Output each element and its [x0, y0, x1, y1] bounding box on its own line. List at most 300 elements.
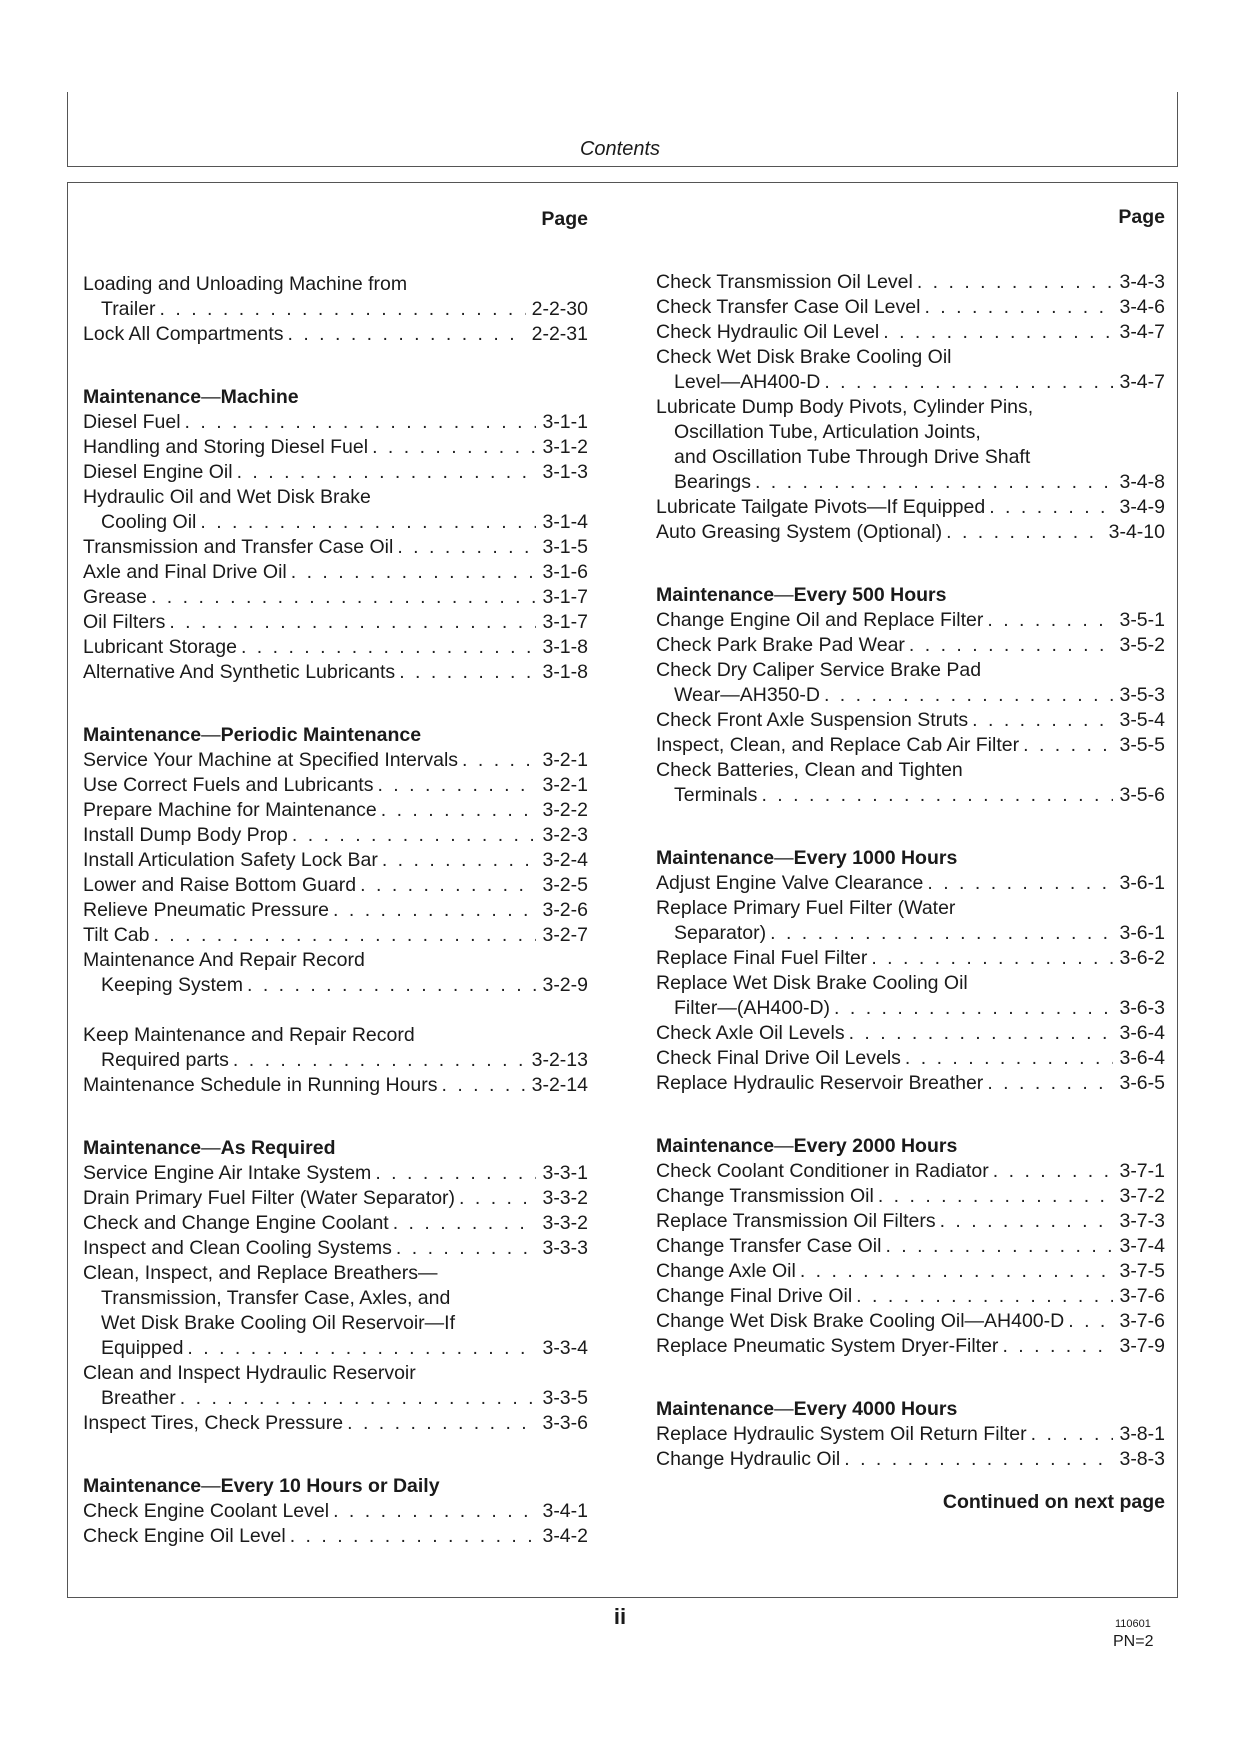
dot-leader — [233, 1048, 526, 1073]
entry-text: Drain Primary Fuel Filter (Water Separator) — [83, 1187, 456, 1209]
entry-page-number: 3-4-9 — [1119, 496, 1165, 518]
dot-leader — [187, 1336, 536, 1361]
entry-page-number: 3-2-1 — [542, 774, 588, 796]
dot-leader — [917, 270, 1114, 295]
entry-text: Wet Disk Brake Cooling Oil Reservoir—If — [101, 1312, 455, 1334]
entry-page-number: 3-3-5 — [542, 1387, 588, 1409]
entry-text: Oil Filters — [83, 611, 166, 633]
toc-entry[interactable] — [83, 272, 588, 322]
entry-text: Hydraulic Oil and Wet Disk Brake — [83, 486, 371, 508]
toc-entry[interactable] — [83, 460, 588, 485]
entry-last-line — [83, 1386, 588, 1411]
toc-entry[interactable] — [656, 395, 1165, 495]
dot-leader — [333, 1499, 536, 1524]
spacer — [656, 545, 1165, 583]
entry-last-line — [656, 946, 1165, 971]
entry-text: Lubricant Storage — [83, 636, 237, 658]
entry-last-line — [83, 1161, 588, 1186]
toc-entry[interactable] — [83, 773, 588, 798]
entry-text: Maintenance Schedule in Running Hours — [83, 1074, 438, 1096]
spacer — [83, 998, 588, 1023]
entry-text: Clean and Inspect Hydraulic Reservoir — [83, 1362, 416, 1384]
spacer — [656, 808, 1165, 846]
heading-suffix: Every 2000 Hours — [793, 1135, 958, 1157]
entry-last-line — [656, 470, 1165, 495]
dot-leader — [987, 608, 1113, 633]
toc-entry[interactable] — [83, 485, 588, 535]
toc-entry[interactable] — [656, 633, 1165, 658]
spacer — [656, 1359, 1165, 1397]
entry-page-number: 3-4-2 — [542, 1525, 588, 1547]
dot-leader — [360, 873, 536, 898]
dot-leader — [824, 370, 1113, 395]
entry-text: Check Park Brake Pad Wear — [656, 634, 905, 656]
entry-text: Replace Primary Fuel Filter (Water — [656, 897, 956, 919]
dot-leader — [909, 633, 1114, 658]
entry-last-line — [656, 996, 1165, 1021]
heading-prefix: Maintenance — [83, 1137, 202, 1159]
toc-entry[interactable] — [83, 1186, 588, 1211]
entry-page-number: 3-6-1 — [1119, 922, 1165, 944]
toc-entry[interactable] — [656, 295, 1165, 320]
entry-page-number: 3-5-1 — [1119, 609, 1165, 631]
entry-text: Auto Greasing System (Optional) — [656, 521, 943, 543]
heading-suffix: As Required — [220, 1137, 336, 1159]
dot-leader — [987, 1071, 1113, 1096]
entry-last-line — [656, 1447, 1165, 1472]
entry-last-line — [656, 871, 1165, 896]
entry-text: Terminals — [674, 784, 758, 806]
entry-last-line — [83, 1524, 588, 1549]
entry-last-line — [656, 1046, 1165, 1071]
entry-text: Maintenance And Repair Record — [83, 949, 365, 971]
toc-entry[interactable] — [656, 1259, 1165, 1284]
toc-entry[interactable] — [83, 560, 588, 585]
entry-page-number: 3-3-1 — [542, 1162, 588, 1184]
toc-entry[interactable] — [656, 1021, 1165, 1046]
dot-leader — [396, 1236, 537, 1261]
toc-entry[interactable] — [656, 758, 1165, 808]
entry-text: Level—AH400-D — [674, 371, 821, 393]
entry-text: Check Hydraulic Oil Level — [656, 321, 880, 343]
entry-text: Replace Hydraulic Reservoir Breather — [656, 1072, 984, 1094]
entry-text: Oscillation Tube, Articulation Joints, — [674, 421, 981, 443]
dot-leader — [291, 560, 537, 585]
entry-last-line — [656, 683, 1165, 708]
entry-last-line — [656, 320, 1165, 345]
toc-entry[interactable] — [83, 898, 588, 923]
entry-text: Check Engine Coolant Level — [83, 1500, 330, 1522]
spacer — [83, 1436, 588, 1474]
entry-page-number: 3-6-2 — [1119, 947, 1165, 969]
entry-page-number: 3-6-4 — [1119, 1022, 1165, 1044]
toc-entry[interactable] — [83, 1236, 588, 1261]
dot-leader — [333, 898, 536, 923]
entry-last-line — [656, 1284, 1165, 1309]
entry-page-number: 3-2-14 — [531, 1074, 588, 1096]
page-number: ii — [613, 1604, 627, 1629]
toc-entry[interactable] — [83, 923, 588, 948]
entry-text: Change Transfer Case Oil — [656, 1235, 882, 1257]
entry-text: Keep Maintenance and Repair Record — [83, 1024, 415, 1046]
dot-leader — [160, 297, 526, 322]
toc-entry[interactable] — [83, 848, 588, 873]
toc-entry[interactable] — [656, 345, 1165, 395]
entry-text: Change Final Drive Oil — [656, 1285, 853, 1307]
dot-leader — [927, 871, 1113, 896]
entry-text: Prepare Machine for Maintenance — [83, 799, 377, 821]
heading-prefix: Maintenance — [656, 1135, 775, 1157]
entry-page-number: 3-6-1 — [1119, 872, 1165, 894]
dot-leader — [169, 610, 536, 635]
section-title: Contents — [579, 138, 661, 160]
entry-text: Tilt Cab — [83, 924, 150, 946]
toc-entry[interactable] — [83, 610, 588, 635]
entry-page-number: 3-4-1 — [542, 1500, 588, 1522]
heading-prefix: Maintenance — [83, 1475, 202, 1497]
heading-prefix: Maintenance — [656, 1398, 775, 1420]
dot-leader — [185, 410, 537, 435]
continued-note: Continued on next page — [942, 1491, 1165, 1513]
entry-page-number: 3-4-7 — [1119, 371, 1165, 393]
entry-text: Diesel Engine Oil — [83, 461, 233, 483]
entry-text: Service Your Machine at Specified Intervals — [83, 749, 459, 771]
toc-entry[interactable] — [83, 1524, 588, 1549]
toc-entry[interactable] — [83, 873, 588, 898]
toc-entry[interactable] — [83, 1411, 588, 1436]
dot-leader — [844, 1447, 1113, 1472]
toc-section-heading — [83, 1474, 588, 1499]
toc-entry[interactable] — [656, 270, 1165, 295]
entry-page-number: 3-2-1 — [542, 749, 588, 771]
entry-page-number: 3-2-2 — [542, 799, 588, 821]
entry-last-line — [656, 495, 1165, 520]
toc-entry[interactable] — [83, 1499, 588, 1524]
entry-text: Change Transmission Oil — [656, 1185, 874, 1207]
entry-text: and Oscillation Tube Through Drive Shaft — [674, 446, 1031, 468]
entry-last-line — [656, 1209, 1165, 1234]
entry-last-line — [83, 560, 588, 585]
toc-entry[interactable] — [656, 871, 1165, 896]
entry-page-number: 3-7-4 — [1119, 1235, 1165, 1257]
entry-page-number: 3-1-8 — [542, 636, 588, 658]
entry-page-number: 3-3-6 — [542, 1412, 588, 1434]
entry-text: Change Wet Disk Brake Cooling Oil—AH400-D — [656, 1310, 1065, 1332]
toc-entry[interactable] — [656, 608, 1165, 633]
entry-text: Cooling Oil — [101, 511, 197, 533]
dot-leader — [834, 996, 1113, 1021]
toc-entry[interactable] — [656, 708, 1165, 733]
entry-text: Diesel Fuel — [83, 411, 181, 433]
dot-leader — [397, 535, 536, 560]
spacer — [83, 685, 588, 723]
toc-entry[interactable] — [656, 1447, 1165, 1472]
toc-entry[interactable] — [83, 410, 588, 435]
entry-page-number: 3-2-5 — [542, 874, 588, 896]
heading-suffix: Every 10 Hours or Daily — [220, 1475, 440, 1497]
entry-page-number: 3-7-9 — [1119, 1335, 1165, 1357]
toc-entry[interactable] — [656, 1184, 1165, 1209]
toc-section-heading — [83, 723, 588, 748]
entry-last-line — [656, 608, 1165, 633]
entry-page-number: 3-2-7 — [542, 924, 588, 946]
entry-page-number: 3-1-5 — [542, 536, 588, 558]
toc-entry[interactable] — [656, 1309, 1165, 1334]
toc-entry[interactable] — [83, 435, 588, 460]
page-column-label: Page — [1118, 206, 1165, 228]
toc-entry[interactable] — [656, 733, 1165, 758]
dot-leader — [372, 435, 536, 460]
entry-last-line — [83, 973, 588, 998]
dot-leader — [1002, 1334, 1113, 1359]
toc-entry[interactable] — [83, 585, 588, 610]
toc-entry[interactable] — [656, 1234, 1165, 1259]
entry-last-line — [83, 848, 588, 873]
entry-text: Check Axle Oil Levels — [656, 1022, 845, 1044]
toc-section-heading — [83, 1136, 588, 1161]
entry-text: Bearings — [674, 471, 751, 493]
entry-text: Change Hydraulic Oil — [656, 1448, 841, 1470]
dot-leader — [924, 295, 1113, 320]
dot-leader — [462, 748, 536, 773]
entry-text: Loading and Unloading Machine from — [83, 273, 408, 295]
entry-last-line — [83, 610, 588, 635]
entry-text: Replace Final Fuel Filter — [656, 947, 868, 969]
entry-text: Check Transfer Case Oil Level — [656, 296, 921, 318]
entry-page-number: 3-1-4 — [542, 511, 588, 533]
dot-leader — [180, 1386, 537, 1411]
toc-section-heading — [656, 1397, 1165, 1422]
entry-text: Handling and Storing Diesel Fuel — [83, 436, 369, 458]
entry-last-line — [656, 1071, 1165, 1096]
toc-entry[interactable] — [656, 320, 1165, 345]
entry-last-line — [656, 1184, 1165, 1209]
toc-entry[interactable] — [656, 1071, 1165, 1096]
toc-entry[interactable] — [83, 1023, 588, 1073]
dot-leader — [1023, 733, 1113, 758]
toc-entry[interactable] — [656, 1422, 1165, 1447]
entry-text: Check Dry Caliper Service Brake Pad — [656, 659, 982, 681]
toc-section-heading — [656, 583, 1165, 608]
entry-page-number: 3-8-3 — [1119, 1448, 1165, 1470]
entry-text: Inspect, Clean, and Replace Cab Air Filter — [656, 734, 1020, 756]
entry-page-number: 3-3-2 — [542, 1212, 588, 1234]
entry-text: Check Transmission Oil Level — [656, 271, 913, 293]
entry-text: Trailer — [101, 298, 156, 320]
entry-text: Check Wet Disk Brake Cooling Oil — [656, 346, 952, 368]
toc-entry[interactable] — [656, 1209, 1165, 1234]
spacer — [656, 1096, 1165, 1134]
dot-leader — [849, 1021, 1114, 1046]
toc-column-right — [656, 205, 1165, 1515]
heading-dash: — — [201, 1475, 221, 1497]
entry-text: Check Final Drive Oil Levels — [656, 1047, 901, 1069]
dot-leader — [824, 683, 1114, 708]
dot-leader — [459, 1186, 536, 1211]
entry-text: Change Axle Oil — [656, 1260, 796, 1282]
entry-page-number: 3-5-4 — [1119, 709, 1165, 731]
entry-text: Transmission and Transfer Case Oil — [83, 536, 394, 558]
heading-prefix: Maintenance — [656, 847, 775, 869]
entry-last-line — [656, 1309, 1165, 1334]
entry-last-line — [83, 798, 588, 823]
entry-text: Lower and Raise Bottom Guard — [83, 874, 357, 896]
toc-entry[interactable] — [83, 1211, 588, 1236]
toc-entry[interactable] — [656, 1159, 1165, 1184]
dot-leader — [878, 1184, 1114, 1209]
dot-leader — [885, 1234, 1113, 1259]
entry-page-number: 3-6-4 — [1119, 1047, 1165, 1069]
pn-number: PN=2 — [1113, 1633, 1154, 1650]
dot-leader — [399, 660, 536, 685]
dot-leader — [940, 1209, 1114, 1234]
toc-entry[interactable] — [83, 1361, 588, 1411]
entry-last-line — [656, 1422, 1165, 1447]
entry-page-number: 2-2-30 — [531, 298, 588, 320]
heading-prefix: Maintenance — [83, 386, 202, 408]
dot-leader — [382, 848, 537, 873]
entry-page-number: 3-1-7 — [542, 586, 588, 608]
dot-leader — [1068, 1309, 1113, 1334]
page-column-label: Page — [541, 208, 588, 230]
toc-entry[interactable] — [656, 1046, 1165, 1071]
dot-leader — [375, 1161, 536, 1186]
toc-section-heading — [656, 846, 1165, 871]
heading-suffix: Periodic Maintenance — [220, 724, 422, 746]
entry-text: Use Correct Fuels and Lubricants — [83, 774, 374, 796]
entry-page-number: 3-5-3 — [1119, 684, 1165, 706]
dot-leader — [856, 1284, 1113, 1309]
entry-text: Equipped — [101, 1337, 184, 1359]
entry-last-line — [656, 520, 1165, 545]
entry-page-number: 3-7-1 — [1119, 1160, 1165, 1182]
dot-leader — [247, 973, 536, 998]
dot-leader — [393, 1211, 537, 1236]
entry-text: Change Engine Oil and Replace Filter — [656, 609, 984, 631]
entry-text: Replace Hydraulic System Oil Return Filter — [656, 1423, 1027, 1445]
dot-leader — [800, 1259, 1114, 1284]
entry-last-line — [83, 1211, 588, 1236]
toc-entry[interactable] — [83, 1161, 588, 1186]
doc-code: 110601 — [1115, 1618, 1151, 1630]
toc-entry[interactable] — [83, 535, 588, 560]
entry-page-number: 3-2-9 — [542, 974, 588, 996]
entry-last-line — [656, 1259, 1165, 1284]
entry-last-line — [656, 270, 1165, 295]
toc-entry[interactable] — [83, 322, 588, 347]
entry-last-line — [83, 773, 588, 798]
entry-last-line — [83, 535, 588, 560]
entry-page-number: 3-4-3 — [1119, 271, 1165, 293]
dot-leader — [200, 510, 536, 535]
entry-text: Replace Transmission Oil Filters — [656, 1210, 936, 1232]
entry-page-number: 3-7-6 — [1119, 1310, 1165, 1332]
toc-entry[interactable] — [83, 1261, 588, 1361]
heading-prefix: Maintenance — [83, 724, 202, 746]
entry-page-number: 3-7-5 — [1119, 1260, 1165, 1282]
toc-entry[interactable] — [656, 495, 1165, 520]
dot-leader — [972, 708, 1113, 733]
toc-entry[interactable] — [83, 823, 588, 848]
entry-text: Breather — [101, 1387, 176, 1409]
toc-entry[interactable] — [83, 798, 588, 823]
spacer — [83, 1098, 588, 1136]
entry-page-number: 3-2-4 — [542, 849, 588, 871]
entry-text: Adjust Engine Valve Clearance — [656, 872, 924, 894]
entry-page-number: 3-1-2 — [542, 436, 588, 458]
entry-page-number: 3-4-8 — [1119, 471, 1165, 493]
entry-page-number: 3-1-7 — [542, 611, 588, 633]
entry-last-line — [656, 370, 1165, 395]
toc-entry[interactable] — [656, 946, 1165, 971]
entry-page-number: 3-6-3 — [1119, 997, 1165, 1019]
toc-entry[interactable] — [656, 520, 1165, 545]
entry-text: Install Articulation Safety Lock Bar — [83, 849, 378, 871]
entry-last-line — [83, 923, 588, 948]
toc-section-heading — [656, 1134, 1165, 1159]
entry-last-line — [656, 708, 1165, 733]
entry-page-number: 3-3-2 — [542, 1187, 588, 1209]
entry-text: Check Coolant Conditioner in Radiator — [656, 1160, 989, 1182]
entry-text: Check and Change Engine Coolant — [83, 1212, 389, 1234]
toc-entry[interactable] — [656, 971, 1165, 1021]
entry-text: Check Engine Oil Level — [83, 1525, 286, 1547]
dot-leader — [761, 783, 1113, 808]
entry-last-line — [83, 322, 588, 347]
dot-leader — [755, 470, 1114, 495]
toc-entry[interactable] — [83, 660, 588, 685]
entry-page-number: 3-5-6 — [1119, 784, 1165, 806]
toc-entry[interactable] — [83, 748, 588, 773]
toc-entry[interactable] — [656, 1334, 1165, 1359]
entry-page-number: 3-4-10 — [1108, 521, 1165, 543]
entry-text: Transmission, Transfer Case, Axles, and — [101, 1287, 451, 1309]
dot-leader — [989, 495, 1113, 520]
dot-leader — [377, 773, 536, 798]
entry-page-number: 3-4-7 — [1119, 321, 1165, 343]
entry-last-line — [656, 1234, 1165, 1259]
entry-last-line — [83, 410, 588, 435]
entry-last-line — [83, 585, 588, 610]
entry-last-line — [83, 510, 588, 535]
entry-text: Clean, Inspect, and Replace Breathers— — [83, 1262, 438, 1284]
toc-section-heading — [83, 385, 588, 410]
dot-leader — [946, 520, 1103, 545]
toc-entry[interactable] — [83, 948, 588, 998]
heading-dash: — — [201, 724, 221, 746]
entry-last-line — [83, 1186, 588, 1211]
dot-leader — [905, 1046, 1114, 1071]
toc-entry[interactable] — [656, 658, 1165, 708]
heading-dash: — — [201, 386, 221, 408]
entry-text: Relieve Pneumatic Pressure — [83, 899, 330, 921]
entry-last-line — [83, 435, 588, 460]
toc-entry[interactable] — [83, 1073, 588, 1098]
entry-text: Lubricate Dump Body Pivots, Cylinder Pins, — [656, 396, 1034, 418]
entry-text: Replace Wet Disk Brake Cooling Oil — [656, 972, 968, 994]
entry-text: Inspect Tires, Check Pressure — [83, 1412, 344, 1434]
dot-leader — [292, 823, 537, 848]
entry-text: Grease — [83, 586, 147, 608]
toc-entry[interactable] — [656, 896, 1165, 946]
entry-last-line — [83, 898, 588, 923]
entry-last-line — [656, 921, 1165, 946]
entry-last-line — [656, 733, 1165, 758]
toc-entry[interactable] — [83, 635, 588, 660]
toc-entry[interactable] — [656, 1284, 1165, 1309]
entry-page-number: 3-3-3 — [542, 1237, 588, 1259]
entry-text: Lubricate Tailgate Pivots—If Equipped — [656, 496, 986, 518]
